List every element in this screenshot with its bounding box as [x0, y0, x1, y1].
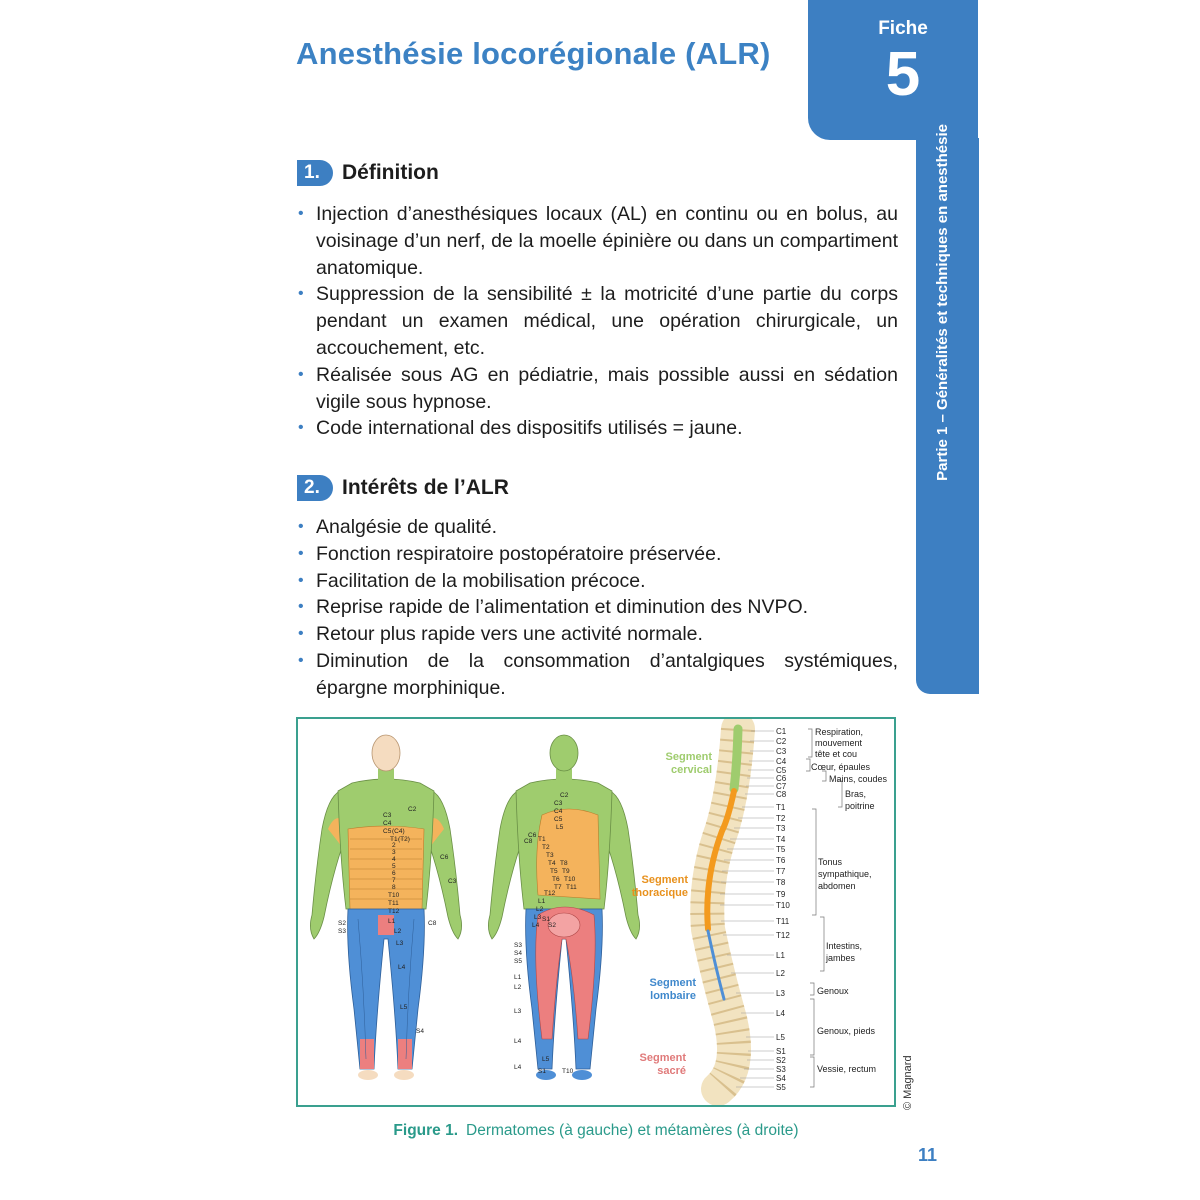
back-label: C3 — [554, 800, 563, 807]
fiche-number: 5 — [885, 40, 921, 109]
figure-caption-label: Figure 1. — [393, 1122, 459, 1139]
figure-caption-text: Dermatomes (à gauche) et métamères (à droite) — [466, 1122, 799, 1139]
svg-text:Segmentsacré — [640, 1052, 687, 1077]
svg-text:Intestins,jambes — [825, 941, 862, 963]
back-label: S2 — [548, 922, 556, 929]
back-label: L1 — [538, 898, 546, 905]
back-label: S1 — [542, 916, 550, 923]
back-label: T9 — [562, 868, 570, 875]
spine — [707, 729, 738, 1089]
image-credit: © Magnard — [902, 1055, 914, 1110]
vertebra-label-l3: L3 — [776, 989, 785, 998]
vertebra-label-c1: C1 — [776, 727, 787, 736]
svg-text:Bras,poitrine — [845, 789, 875, 811]
function-f1-line3: tête et cou — [815, 749, 858, 759]
definition-list — [296, 201, 898, 442]
svg-text:Segmentthoracique — [632, 874, 689, 899]
back-label: S1 — [538, 1068, 546, 1075]
list-item: • Reprise rapide de l’alimentation et diminution des NVPO. — [296, 594, 898, 621]
function-f6-line2: jambes — [826, 953, 856, 963]
function-f4-line1: Bras, — [845, 789, 867, 799]
vertebra-label-c7: C7 — [776, 782, 787, 791]
vertebra-label-c3: C3 — [776, 747, 787, 756]
list-item: • Injection d’anesthésiques locaux (AL) en continu ou en bolus, au voisinage d’un nerf, de la moelle épinière ou dans un compartiment anatomique. — [296, 201, 898, 281]
section-heading-interets — [297, 475, 509, 501]
segment-lumbar-line2: lombaire — [650, 990, 696, 1002]
section-number: 1. — [297, 160, 333, 186]
svg-text:Segmentlombaire — [650, 977, 697, 1002]
function-f1-line2: mouvement — [815, 738, 863, 748]
back-label: S3 — [514, 942, 522, 949]
vertebra-label-c2: C2 — [776, 737, 787, 746]
function-f5-line3: abdomen — [818, 881, 856, 891]
back-label: C6 — [528, 832, 537, 839]
function-f4-line2: poitrine — [845, 801, 875, 811]
function-labels — [811, 727, 888, 1074]
back-label: T10 — [564, 876, 576, 883]
fiche-badge — [808, 0, 978, 140]
vertebra-label-l5: L5 — [776, 1033, 785, 1042]
back-label: L2 — [514, 984, 522, 991]
segment-lumbar-line1: Segment — [649, 977, 696, 989]
back-label: L1 — [514, 974, 522, 981]
vertebra-label-t11: T11 — [776, 917, 790, 926]
back-label: C2 — [560, 792, 569, 799]
front-label: L3 — [396, 940, 404, 947]
vertebra-label-t8: T8 — [776, 878, 786, 887]
front-label: 2 — [392, 842, 396, 849]
vertebra-label-s5: S5 — [776, 1083, 786, 1092]
vertebra-label-s2: S2 — [776, 1056, 786, 1065]
vertebra-label-c6: C6 — [776, 774, 787, 783]
vertebra-label-t10: T10 — [776, 901, 790, 910]
section-heading-definition — [297, 160, 439, 186]
section-title: Intérêts de l’ALR — [342, 476, 509, 499]
vertebra-label-t3: T3 — [776, 824, 786, 833]
function-f2: Cœur, épaules — [811, 762, 871, 772]
section-title: Définition — [342, 161, 439, 184]
front-label: (T2) — [398, 836, 410, 843]
vertebra-label-t5: T5 — [776, 845, 786, 854]
back-label: T10 — [562, 1068, 574, 1075]
front-label: L5 — [400, 1004, 408, 1011]
front-label: 5 — [392, 863, 396, 870]
back-label: T2 — [542, 844, 550, 851]
front-label: 7 — [392, 877, 396, 884]
vertebra-labels — [776, 727, 790, 1092]
function-f7: Genoux — [817, 986, 849, 996]
function-f1-line1: Respiration, — [815, 727, 864, 737]
vertebra-label-t4: T4 — [776, 835, 786, 844]
front-label: C5 — [383, 828, 392, 835]
front-label: 8 — [392, 884, 396, 891]
back-body — [488, 735, 639, 1080]
segment-thoracic-line1: Segment — [641, 874, 688, 886]
back-label: L4 — [514, 1038, 522, 1045]
figure-caption — [296, 1122, 896, 1140]
back-label: C4 — [554, 808, 563, 815]
list-item: • Retour plus rapide vers une activité normale. — [296, 621, 898, 648]
list-item: • Analgésie de qualité. — [296, 514, 898, 541]
list-item: • Diminution de la consommation d’antalgiques systémiques, épargne morphinique. — [296, 648, 898, 702]
list-item: • Facilitation de la mobilisation précoce. — [296, 568, 898, 595]
interets-list — [296, 514, 898, 702]
back-label: S4 — [514, 950, 522, 957]
function-f8: Genoux, pieds — [817, 1026, 876, 1036]
back-label: T11 — [566, 884, 577, 891]
segment-cervical-line1: Segment — [665, 751, 712, 763]
back-label: T5 — [550, 868, 558, 875]
svg-text:Segmentcervical — [666, 751, 713, 776]
vertebra-label-l1: L1 — [776, 951, 785, 960]
svg-text:Tonussympathique,abdomen — [818, 857, 872, 891]
front-label: C4 — [383, 820, 392, 827]
back-label: L5 — [542, 1056, 550, 1063]
vertebra-label-t6: T6 — [776, 856, 786, 865]
vertebra-label-t7: T7 — [776, 867, 786, 876]
front-label: T10 — [388, 892, 400, 899]
list-item: • Suppression de la sensibilité ± la motricité d’une partie du corps pendant un examen médical, une opération chirurgicale, un accouchement, etc. — [296, 281, 898, 361]
list-item: • Réalisée sous AG en pédiatrie, mais possible aussi en sédation vigile sous hypnose. — [296, 362, 898, 416]
function-f9: Vessie, rectum — [817, 1064, 877, 1074]
segment-thoracic-line2: thoracique — [631, 887, 688, 899]
vertebra-label-t1: T1 — [776, 803, 786, 812]
front-label: 4 — [392, 856, 396, 863]
list-item: • Fonction respiratoire postopératoire préservée. — [296, 541, 898, 568]
svg-text:Respiration,mouvementtête et c — [815, 727, 863, 759]
front-label: T11 — [388, 900, 399, 907]
vertebra-label-t2: T2 — [776, 814, 786, 823]
back-label: L4 — [514, 1064, 522, 1071]
front-label: 6 — [392, 870, 396, 877]
back-label: L3 — [534, 914, 542, 921]
back-label: T3 — [546, 852, 554, 859]
front-label: T1 — [390, 836, 398, 843]
back-label: T6 — [552, 876, 560, 883]
vertebra-label-c4: C4 — [776, 757, 787, 766]
side-tab-text: Partie 1 – Généralités et techniques en anesthésie — [934, 124, 951, 481]
back-label: C5 — [554, 816, 563, 823]
front-label: C3 — [383, 812, 392, 819]
vertebra-label-t9: T9 — [776, 890, 786, 899]
fiche-label: Fiche — [878, 18, 928, 39]
back-label: C8 — [524, 838, 533, 845]
function-f5-line2: sympathique, — [818, 869, 872, 879]
segment-sacral-line1: Segment — [639, 1052, 686, 1064]
vertebra-label-c5: C5 — [776, 766, 787, 775]
front-label: 3 — [392, 849, 396, 856]
vertebra-label-s4: S4 — [776, 1074, 786, 1083]
back-label: S5 — [514, 958, 522, 965]
function-f6-line1: Intestins, — [826, 941, 863, 951]
front-label: S2 — [338, 920, 346, 927]
vertebra-label-s1: S1 — [776, 1047, 786, 1056]
front-label: S3 — [338, 928, 346, 935]
vertebra-label-l2: L2 — [776, 969, 785, 978]
back-label: T12 — [544, 890, 556, 897]
front-label: C6 — [440, 854, 449, 861]
section-number: 2. — [297, 475, 333, 501]
list-item: • Code international des dispositifs utilisés = jaune. — [296, 415, 898, 442]
vertebra-label-t12: T12 — [776, 931, 790, 940]
back-label: L3 — [514, 1008, 522, 1015]
front-label: C8 — [428, 920, 437, 927]
function-f3: Mains, coudes — [829, 774, 888, 784]
front-label: L4 — [398, 964, 406, 971]
front-label: S4 — [416, 1028, 424, 1035]
front-label: T12 — [388, 908, 400, 915]
front-label: L1 — [388, 918, 396, 925]
dermatome-figure — [296, 717, 896, 1107]
back-label: T1 — [538, 836, 546, 843]
front-label: (C4) — [392, 828, 405, 835]
page-title: Anesthésie locorégionale (ALR) — [296, 36, 771, 71]
segment-sacral-line2: sacré — [657, 1065, 686, 1077]
function-f5-line1: Tonus — [818, 857, 843, 867]
front-label: C2 — [408, 806, 417, 813]
segment-cervical-line2: cervical — [671, 764, 712, 776]
back-label: T7 — [554, 884, 562, 891]
front-body — [310, 735, 461, 1080]
front-label: L2 — [394, 928, 402, 935]
front-label: C3 — [448, 878, 457, 885]
back-label: L4 — [532, 922, 540, 929]
back-label: L5 — [556, 824, 564, 831]
vertebra-label-l4: L4 — [776, 1009, 785, 1018]
back-label: T8 — [560, 860, 568, 867]
vertebra-label-s3: S3 — [776, 1065, 786, 1074]
back-label: L2 — [536, 906, 544, 913]
dermatome-illustration — [298, 719, 894, 1105]
vertebra-label-c8: C8 — [776, 790, 787, 799]
page-number: 11 — [918, 1145, 938, 1165]
back-label: T4 — [548, 860, 556, 867]
